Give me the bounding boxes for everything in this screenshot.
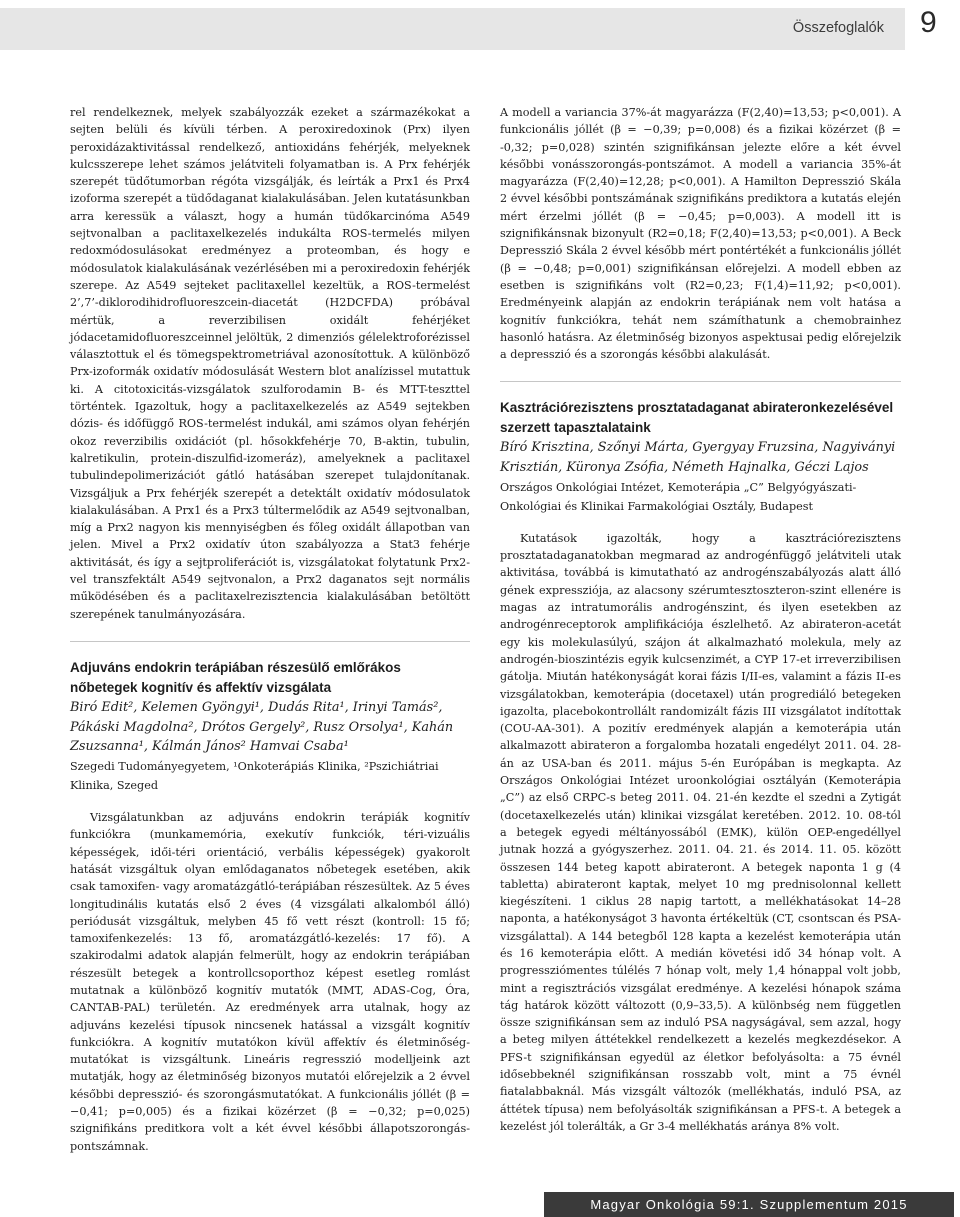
abstract-title: Kasztrációrezisztens prosztatadaganat abirateronkezelésével szerzett tapasztalataink: [500, 400, 894, 436]
right-continuation-text: A modell a variancia 37%-át magyarázza (F(2,40)=13,53; p<0,001). A funkcionális jóllét (β = −0,39; p=0,008) és a fizikai közérzet (β = -0,32; p=0,028) szintén szignifikánsan jelezte előre a két évvel későbbi vonásszorongás-pontszámot. A modell a variancia 35%-át magyarázza (F(2,40)=12,28; p<0,001). A Hamilton Depresszió Skála 2 évvel későbbi pontszámának szignifikáns prediktora a kutatás elején mért érzelmi jóllét (β = −0,45; p=0,003). A modell itt is szignifikánsnak bizonyult (R2=0,18; F(2,40)=13,53; p<0,001). A Beck Depresszió Skála 2 évvel később mért pontértékét a funkcionális jóllét (β = −0,48; p=0,001) szignifikánsan előrejelzi. A modell ebben az esetben is szignifikáns volt (R2=0,23; F(1,4)=11,92; p<0,001). Eredményeink alapján az endokrin terápiának nem volt hatása a kognitív funkciókra, tehát nem számíthatunk a chemobrainhez hasonló hatásra. Az életminőség bizonyos aspektusai pedig előrejelzik a depresszió és a szorongás későbbi alakulását.: [500, 106, 901, 362]
abstract-body: Vizsgálatunkban az adjuváns endokrin terápiák kognitív funkciókra (munkamemória, exekutív funkciók, téri-vizuális képességek, idői-téri orientáció, verbális képességek) gyakorolt hatását vizsgáltuk olyan emlődaganatos nőbetegek esetében, akik csak tamoxifen- vagy aromatázgátló-terápiában részesültek. Az 5 éves longitudinális kutatás első 2 éves (4 vizsgálati alkalomból álló) periódusát vizsgáltuk, melyben 45 fő vett részt (kontroll: 15 fő; tamoxifenkezelés: 13 fő, aromatázgátló-kezelés: 17 fő). A szakirodalmi adatok alapján felmerült, hogy az endokrin terápiában részesült betegek a kontrollcsoporthoz képest esetleg romlást mutatnak a különböző kognitív mutatók (MMT, ADAS-Cog, Óra, CANTAB-PAL) területén. Az eredmények arra utalnak, hogy az adjuváns kezelési típusok nincsenek hatással a vizsgált kognitív funkciókra. A kognitív mutatókon kívül affektív és életminőség-mutatókat is vizsgáltunk. Lineáris regresszió modelljeink azt mutatják, hogy az életminőség bizonyos mutatói előrejelzik a 2 évvel későbbi depresszió- és szorongásmutatókat. A funkcionális jóllét (β = −0,41; p=0,005) és a fizikai közérzet (β = −0,32; p=0,025) szignifikáns preditkora volt a két évvel későbbi állapotszorongás-pontszámnak.: [70, 811, 470, 1153]
abstract-affiliation: Szegedi Tudományegyetem, ¹Onkoterápiás Klinika, ²Pszichiátriai Klinika, Szeged: [70, 760, 439, 793]
right-column: [500, 104, 901, 1135]
abstract-authors: Bíró Krisztina, Szőnyi Márta, Gyergyay Fruzsina, Nagyiványi Krisztián, Küronya Zsófia, Németh Hajnalka, Géczi Lajos: [500, 440, 896, 476]
journal-footer: Magyar Onkológia 59:1. Szupplementum 2015: [544, 1192, 954, 1217]
header-band: [0, 8, 905, 50]
abstract-affiliation: Országos Onkológiai Intézet, Kemoterápia „C” Belgyógyászati-Onkológiai és Klinikai Farmakológiai Osztály, Budapest: [500, 480, 857, 513]
left-continuation-text: rel rendelkeznek, melyek szabályozzák ezeket a származékokat a sejten belüli és kívüli térben. A peroxiredoxinok (Prx) ilyen peroxidázaktivitással rendelkező, antioxidáns fehérjék, melyeknek kulcsszerepe lehet számos jelátviteli folyamatban is. A Prx fehérjék szerepét tüdőtumorban régóta vizsgálják, és leírták a Prx1 és Prx4 izoforma szerepét a tüdődaganat kialakulásában. Jelen kutatásunkban arra keressük a választ, hogy a humán tüdőkarcinóma A549 sejtvonalban a paclitaxelkezelés indukálta ROS-termelés milyen redoxmódosulásokat eredményez a proteomban, és hogy e módosulatok kialakulásának vezérlésében mi a peroxiredoxin fehérjék szerepe. Az A549 sejteket paclitaxellel kezeltük, a ROS-termelést 2’,7’-diklorodihidrofluoreszcein-diacetát (H2DCFDA) próbával mértük, a reverzibilisen oxidált fehérjéket jódacetamidofluoreszceinnel jelöltük, 2 dimenziós gélelektroforézissel választottuk el és tömegspektrometriával azonosítottuk. A különböző Prx-izoformák oxidatív módosulását Western blot analízissel mutattuk ki. A citotoxicitás-vizsgálatok szulforodamin B- és MTT-teszttel történtek. Igazoltuk, hogy a paclitaxelkezelés az A549 sejtekben dózis- és időfüggő ROS-termelést indukál, ami számos olyan fehérjén okoz reverzibilis oxidációt (pl. hősokkfehérje 70, B-aktin, tubulin, kalretikulin, protein-diszulfid-izomeráz), amelyeknek a paclitaxel tubulindepolimerizációt gátló hatásában szerepet tulajdonítanak. Vizsgáljuk a Prx fehérjék szerepét a detektált oxidatív módosulatok kialakulásában. A Prx1 és a Prx3 túltermelődik az A549 sejtvonalban, míg a Prx2 nagyon kis mennyiségben és főleg oxidált állapotban van jelen. Mivel a Prx2 oxidatív úton szabályozza a Stat3 fehérje aktivitását, és így a sejtproliferációt is, vizsgálatokat folytatunk Prx2-vel transzfektált A549 sejtvonalon, a Prx2 daganatos sejt normális működésében és a paclitaxelrezisztencia kialakulásában betöltött szerepének tanulmányozására.: [70, 106, 470, 621]
left-column: [70, 104, 470, 1155]
abstract-separator: [70, 641, 470, 642]
abstract-title: Adjuváns endokrin terápiában részesülő emlőrákos nőbetegek kognitív és affektív vizsgálata: [70, 659, 401, 695]
section-label: Összefoglalók: [792, 20, 884, 36]
abstract-body: Kutatások igazolták, hogy a kasztrációrezisztens prosztatadaganatokban megmarad az androgénfüggő jelátviteli utak aktivitása, továbbá is kimutatható az androgénszabályozás alatt álló gének expressziója, az alacsony szérumtesztoszteron-szint ellenére is magas az intratumorális androgénszint, és ilyen esetekben az androgénreceptorok amplifikációja észlelhető. Az abirateron-acetát egy kis molekulasúlyú, szájon át alkalmazható molekula, mely az androgén-bioszintézis egyik kulcsenzimét, a CYP 17-et irreverzibilisen gátolja. Miután hatékonyságát korai fázis I/II-es, valamint a fázis II-es vizsgálatokban, kemoterápia (docetaxel) után progrediáló betegeken igazolta, placebokontrollált randomizált fázis III vizsgálatot indítottak (COU-AA-301). A pozitív eredmények alapján a kemoterápia után alkalmazott abirateron a forgalomba hozatali engedélyt 2011. 04. 28-án az USA-ban és 2011. május 5-én Európában is megkapta. Az Országos Onkológiai Intézet uroonkológiai osztályán (Kemoterápia „C”) az első CRPC-s beteg 2011. 04. 21-én kezdte el szedni a Zytigát (docetaxelkezelés után) klinikai vizsgálat keretében. 2012. 10. 08-tól a betegek egyedi méltányossából (EMK), külön OEP-engedéllyel jutnak hozzá a gyógyszerhez. 2011. 04. 21. és 2014. 11. 05. között összesen 144 beteg kapott abirateront. A betegek naponta 1 g (4 tabletta) abirateront kaptak, melyet 10 mg prednisolonnal kellett kiegészíteni. 1 ciklus 28 napig tartott, a mellékhatásokat 14–28 naponta, a hatékonyságot 3 havonta értékeltük (CT, csontscan és PSA-vizsgálattal). A 144 betegből 128 kapta a kezelést kemoterápia után és 16 kemoterápia előtt. A medián követési idő 34 hónap volt. A progressziómentes túlélés 7 hónap volt, mely 1,4 hónappal volt jobb, mint a regisztrációs vizsgálat eredménye. A kezelési hónapok száma tág határok között változott (0,9–33,5). A különbség nem független össze szignifikánsan sem az induló PSA nagyságával, sem azzal, hogy a beteg milyen áttétekkel rendelkezett a kezelés megkezdésekor. A PFS-t szignifikánsan egyedül az életkor befolyásolta: a 75 évnél idősebbeknél szignifikánsan rosszabb volt, mint a 75 évnél fiatalabbaknál. Más vizsgált változók (mellékhatás, induló PSA, az áttétek típusa) nem befolyásolták szignifikánsan a PFS-t. A betegek a kezelést jól tolerálták, a Gr 3-4 mellékhatás aránya 8% volt.: [500, 531, 901, 1133]
abstract-authors: Biró Edit², Kelemen Gyöngyi¹, Dudás Rita¹, Irinyi Tamás², Pákáski Magdolna², Drótos Gergely², Rusz Orsolya¹, Kahán Zsuzsanna¹, Kálmán János² Hamvai Csaba¹: [70, 699, 454, 755]
page-number: 9: [920, 6, 937, 39]
abstract-separator: [500, 381, 901, 382]
